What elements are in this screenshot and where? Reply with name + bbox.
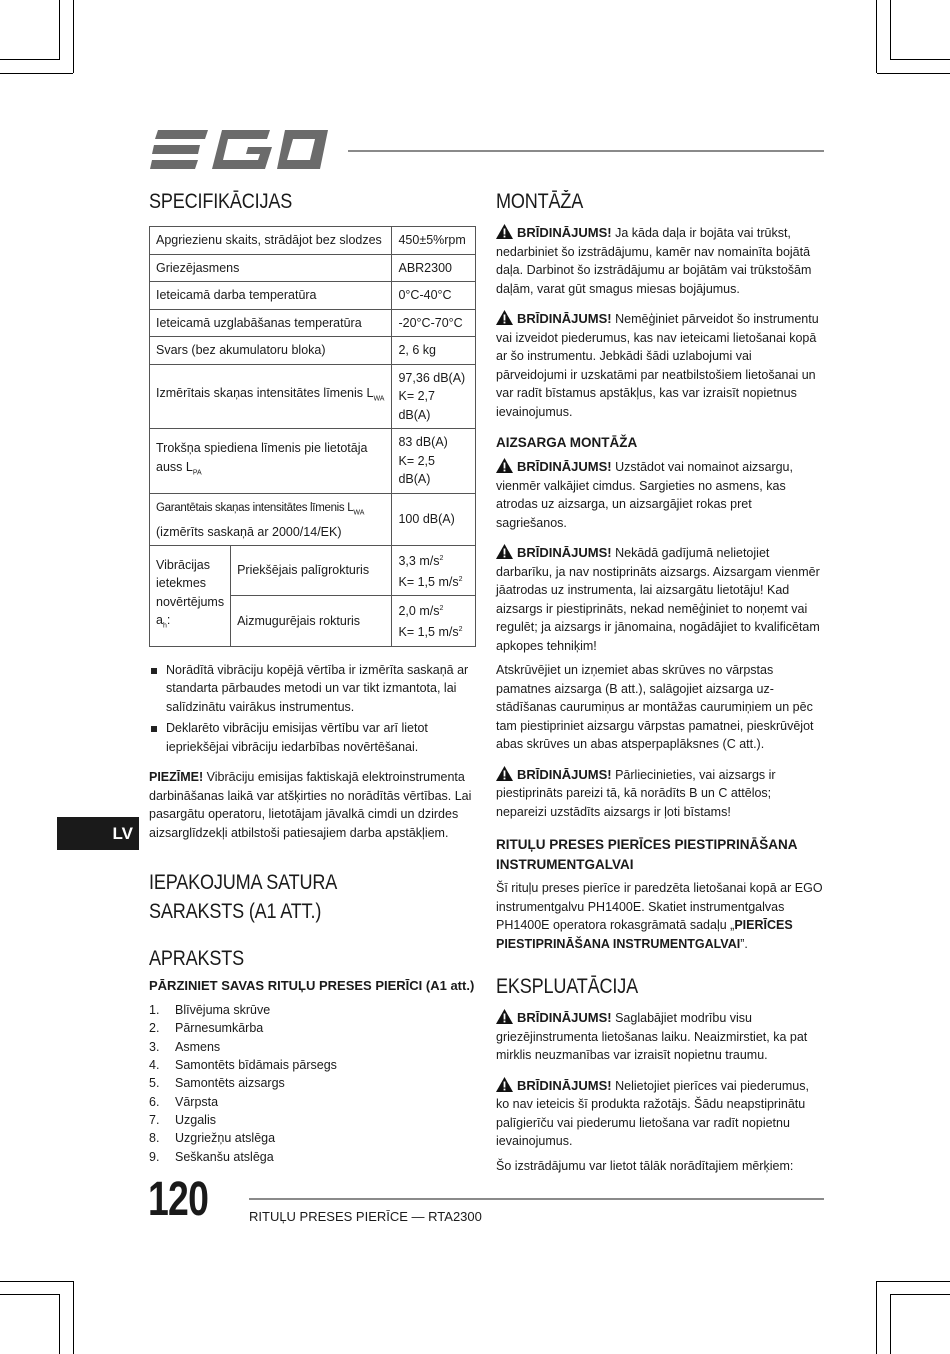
spec-value: 100 dB(A): [392, 493, 476, 546]
spec-label: Svars (bez akumulatoru bloka): [150, 337, 392, 365]
superscript: 2: [458, 625, 463, 633]
warning-icon: [496, 766, 513, 781]
assembly-title: MONTĀŽA: [496, 190, 584, 213]
warning-text: Nekādā gadījumā nelietojiet darbarīku, ja nav nostiprināts aizsargs. Aizsargam vienmēr jāatrodas uz instrumenta, lai aizsargātu lietotāju! Kad aizsargs ir piestiprināts, nekad nemēģiniet to noņemt vai regulēt; ja aizsargs ir jānomaina, nogādājiet to kvalificētam apkopes tehniķim!: [496, 546, 820, 653]
sound-pressure-label: Trokšņa spiediena līmenis pie lietotāja auss L: [156, 441, 368, 474]
list-item: [149, 1093, 476, 1111]
warning-icon: [496, 224, 513, 239]
table-row: [150, 493, 476, 546]
list-item: [149, 1019, 476, 1037]
spec-title: SPECIFIKĀCIJAS: [149, 190, 293, 213]
description-subtitle: PĀRZINIET SAVAS RITUĻU PRESES PIERĪCI (A1 att.): [149, 978, 475, 994]
warning-text: Nemēģiniet pārveidot šo instrumentu vai izveidot piederumus, kas nav ieteicami lietošanai kopā ar šo instrumentu. Jebkādi šādi uzlabojumi vai pārveidojumi ir uzskatāmi par neatbilstošiem lietošanai un var radīt bīstamus apstākļus, kas var izraisīt nopietnus ievainojumus.: [496, 312, 819, 419]
table-row: [150, 546, 476, 596]
list-item: [149, 1056, 476, 1074]
spec-value: [392, 429, 476, 494]
item-number: 2.: [149, 1021, 160, 1036]
note-paragraph: [149, 768, 476, 842]
table-row: [150, 309, 476, 337]
item-number: 7.: [149, 1112, 160, 1127]
warning-icon: [496, 310, 513, 325]
package-heading: [149, 868, 476, 926]
value-line: K= 1,5 m/s: [398, 574, 459, 589]
spec-value: [392, 596, 476, 646]
spec-label: Griezējasmens: [150, 254, 392, 282]
vibration-notes: [149, 661, 476, 757]
crop-mark: [59, 1294, 60, 1354]
list-item: [149, 1038, 476, 1056]
crop-mark: [877, 1281, 950, 1282]
warning-label: BRĪDINĀJUMS!: [517, 311, 612, 326]
crop-mark: [890, 1294, 950, 1295]
spec-value: [392, 546, 476, 596]
operation-title: EKSPLUATĀCIJA: [496, 975, 638, 998]
list-item: Deklarēto vibrāciju emisijas vērtību var arī lietot iepriekšējai vibrāciju iedarbības novērtēšanai.: [149, 719, 476, 756]
crop-mark: [0, 73, 73, 74]
crop-mark: [876, 0, 877, 73]
list-item: [149, 1129, 476, 1147]
crop-mark: [0, 1281, 73, 1282]
note-label: PIEZĪME!: [149, 770, 204, 785]
warning-label: BRĪDINĀJUMS!: [517, 459, 612, 474]
item-number: 3.: [149, 1039, 160, 1054]
subscript: PA: [192, 469, 202, 476]
warning-label: BRĪDINĀJUMS!: [517, 766, 612, 782]
item-text: Blīvējuma skrūve: [175, 1003, 271, 1018]
warning-label: BRĪDINĀJUMS!: [517, 545, 612, 560]
right-column: [496, 190, 824, 1175]
list-item: Norādītā vibrāciju kopējā vērtība ir izmērīta saskaņā ar standarta pārbaudes metodi un var tikt izmantota, lai salīdzinātu vairākus instrumentus.: [149, 661, 476, 717]
colon: :: [166, 613, 171, 628]
value-line: 97,36 dB(A): [398, 370, 466, 385]
warning-paragraph: [496, 1077, 824, 1151]
footer-text: RITUĻU PRESES PIERĪCE — RTA2300: [249, 1209, 482, 1224]
warning-paragraph: [496, 766, 824, 822]
spec-label: Ieteicamā uzglabāšanas temperatūra: [150, 309, 392, 337]
sound-power-label: Izmērītais skaņas intensitātes līmenis L: [156, 385, 374, 400]
attach-bold: PIERĪCES PIESTIPRINĀŠANA INSTRUMENTGALVAI: [496, 918, 793, 951]
warning-icon: [496, 1077, 513, 1092]
warning-paragraph: [496, 544, 824, 655]
item-text: Uzgalis: [175, 1112, 216, 1127]
item-number: 9.: [149, 1149, 160, 1164]
attach-paragraph: [496, 879, 824, 953]
guaranteed-label-b: (izmērīts saskaņā ar 2000/14/EK): [156, 524, 342, 539]
parts-list: [149, 1001, 476, 1166]
subscript: h: [162, 622, 167, 630]
spec-value: -20°C-70°C: [392, 309, 476, 337]
vibration-text: Vibrācijas ietekmes novērtējums a: [156, 557, 225, 628]
crop-mark: [73, 1281, 74, 1354]
spec-label: Apgriezienu skaits, strādājot bez slodzes: [150, 227, 392, 255]
vibration-label: [150, 546, 231, 647]
warning-label: BRĪDINĀJUMS!: [517, 1010, 612, 1025]
subscript: WA: [373, 395, 385, 403]
superscript: 2: [458, 575, 463, 583]
warning-text: Pārliecinieties, vai aizsargs ir piestiprināts pareizi tā, kā norādīts B un C attēlos; nepareizi uzstādīts aizsargs ir ļoti bīstams!: [496, 767, 776, 819]
spec-label: Ieteicamā darba temperatūra: [150, 282, 392, 310]
attach-title: RITUĻU PRESES PIERĪCES PIESTIPRINĀŠANA INSTRUMENTGALVAI: [496, 837, 798, 872]
item-number: 8.: [149, 1131, 160, 1146]
warning-icon: [496, 544, 513, 559]
list-item: [149, 1074, 476, 1092]
page-number: 120: [148, 1173, 209, 1226]
warning-icon: [496, 458, 513, 473]
crop-mark: [0, 1294, 60, 1295]
crop-mark: [0, 59, 60, 60]
warning-text: Uzstādot vai nomainot aizsargu, vienmēr valkājiet cimdus. Sargieties no asmens, kas atrodas uz aizsarga, un aizsargājiet rokas pret sagriešanos.: [496, 460, 793, 530]
vibration-rear-label: Aizmugurējais rokturis: [231, 596, 392, 646]
warning-text: Nelietojiet pierīces vai piederumus, ko nav ieteicis šī produkta ražotājs. Šādu neapstiprinātu palīgierīču vai piederumu lietošana var radīt nopietnu ievainojumus.: [496, 1078, 809, 1148]
crop-mark: [877, 73, 950, 74]
warning-text: Saglabājiet modrību visu griezējinstrumenta lietošanas laiku. Neaizmirstiet, ka pat mirklis neuzmanības var izraisīt nopietnu traumu.: [496, 1011, 808, 1062]
left-column: [149, 190, 476, 1166]
spec-value: ABR2300: [392, 254, 476, 282]
final-paragraph: Šo izstrādājumu var lietot tālāk norādītajiem mērķiem:: [496, 1158, 794, 1173]
guard-assembly-title: AIZSARGA MONTĀŽA: [496, 435, 638, 450]
description-title: APRAKSTS: [149, 947, 244, 971]
header-rule: [348, 150, 824, 152]
vibration-front-label: Priekšējais palīgrokturis: [231, 546, 392, 596]
item-text: Uzgriežņu atslēga: [175, 1131, 276, 1146]
item-text: Pārnesumkārba: [175, 1021, 264, 1036]
package-title: IEPAKOJUMA SATURA: [149, 871, 338, 895]
value-line: K= 2,5 dB(A): [398, 453, 435, 486]
superscript: 2: [439, 555, 444, 562]
item-text: Samontēts bīdāmais pārsegs: [175, 1058, 337, 1073]
crop-mark: [59, 0, 60, 60]
package-title: SARAKSTS (A1 ATT.): [149, 900, 322, 924]
warning-paragraph: [496, 458, 824, 532]
guard-paragraph: Atskrūvējiet un izņemiet abas skrūves no vārpstas pamatnes aizsarga (B att.), salāgojiet aizsarga uz-stādīšanas caurumiņus ar montāžas caurumiņiem un pēc tam piestipriniet aizsargu vārpstas pamatnei, pieskrūvējot abas skrūves un abas atsperpaplāksnes (C att.).: [496, 663, 814, 751]
attach-text: Šī rituļu preses pierīce ir paredzēta lietošanai kopā ar EGO instrumentgalvu PH1400E. Skatiet instrumentgalvas PH1400E operatora rokasgrāmatā sadaļu „: [496, 881, 823, 932]
warning-label: BRĪDINĀJUMS!: [517, 225, 612, 240]
list-item: [149, 1001, 476, 1019]
item-text: Samontēts aizsargs: [175, 1076, 285, 1091]
spec-label: [150, 493, 392, 546]
spec-value: [392, 364, 476, 429]
item-text: Seškanšu atslēga: [175, 1149, 274, 1164]
crop-mark: [890, 0, 891, 60]
item-number: 5.: [149, 1076, 160, 1091]
note-text: Vibrāciju emisijas faktiskajā elektroinstrumenta darbināšanas laikā var atšķirties no norādītās vērtības. Lai pasargātu operatoru, lietotājam jāvalkā cimdi un dzirdes aizsarglīdzekļi atbilstoši patiesajiem darba apstākļiem.: [149, 770, 472, 840]
value-line: 2,0 m/s: [398, 604, 440, 619]
warning-label: BRĪDINĀJUMS!: [517, 1077, 612, 1093]
spec-value: 2, 6 kg: [392, 337, 476, 365]
language-tab: LV: [57, 817, 139, 850]
value-line: 83 dB(A): [398, 435, 448, 449]
crop-mark: [876, 1281, 877, 1354]
warning-icon: [496, 1009, 513, 1024]
warning-paragraph: [496, 224, 824, 298]
crop-mark: [890, 59, 950, 60]
value-line: K= 2,7 dB(A): [398, 389, 435, 422]
crop-mark: [73, 0, 74, 73]
list-item: [149, 1111, 476, 1129]
item-number: 1.: [149, 1003, 160, 1018]
warning-paragraph: [496, 310, 824, 421]
warning-text: Ja kāda daļa ir bojāta vai trūkst, nedarbiniet šo izstrādājumu, kamēr nav nomainīta bojātā daļa. Darbinot šo izstrādājumu ar bojātām vai trūkstošām daļām, varat gūt smagus miesas bojājumus.: [496, 226, 812, 296]
table-row: [150, 254, 476, 282]
crop-mark: [890, 1294, 891, 1354]
superscript: 2: [439, 605, 444, 613]
item-number: 6.: [149, 1094, 160, 1109]
ego-logo: [150, 130, 330, 172]
spec-label: [150, 364, 392, 429]
item-text: Asmens: [175, 1039, 221, 1054]
subscript: WA: [353, 509, 365, 516]
table-row: [150, 364, 476, 429]
table-row: [150, 429, 476, 494]
attach-end: ”.: [740, 936, 748, 951]
spec-table: [149, 226, 476, 647]
spec-value: 450±5%rpm: [392, 227, 476, 255]
item-text: Vārpsta: [175, 1094, 219, 1109]
table-row: [150, 337, 476, 365]
spec-value: 0°C-40°C: [392, 282, 476, 310]
table-row: [150, 227, 476, 255]
item-number: 4.: [149, 1058, 160, 1073]
footer-rule: [249, 1198, 824, 1200]
value-line: 3,3 m/s: [398, 554, 440, 569]
warning-paragraph: [496, 1009, 824, 1065]
guaranteed-label: Garantētais skaņas intensitātes līmenis L: [156, 501, 354, 514]
spec-label: [150, 429, 392, 494]
table-row: [150, 282, 476, 310]
value-line: K= 1,5 m/s: [398, 625, 459, 640]
list-item: [149, 1148, 476, 1166]
